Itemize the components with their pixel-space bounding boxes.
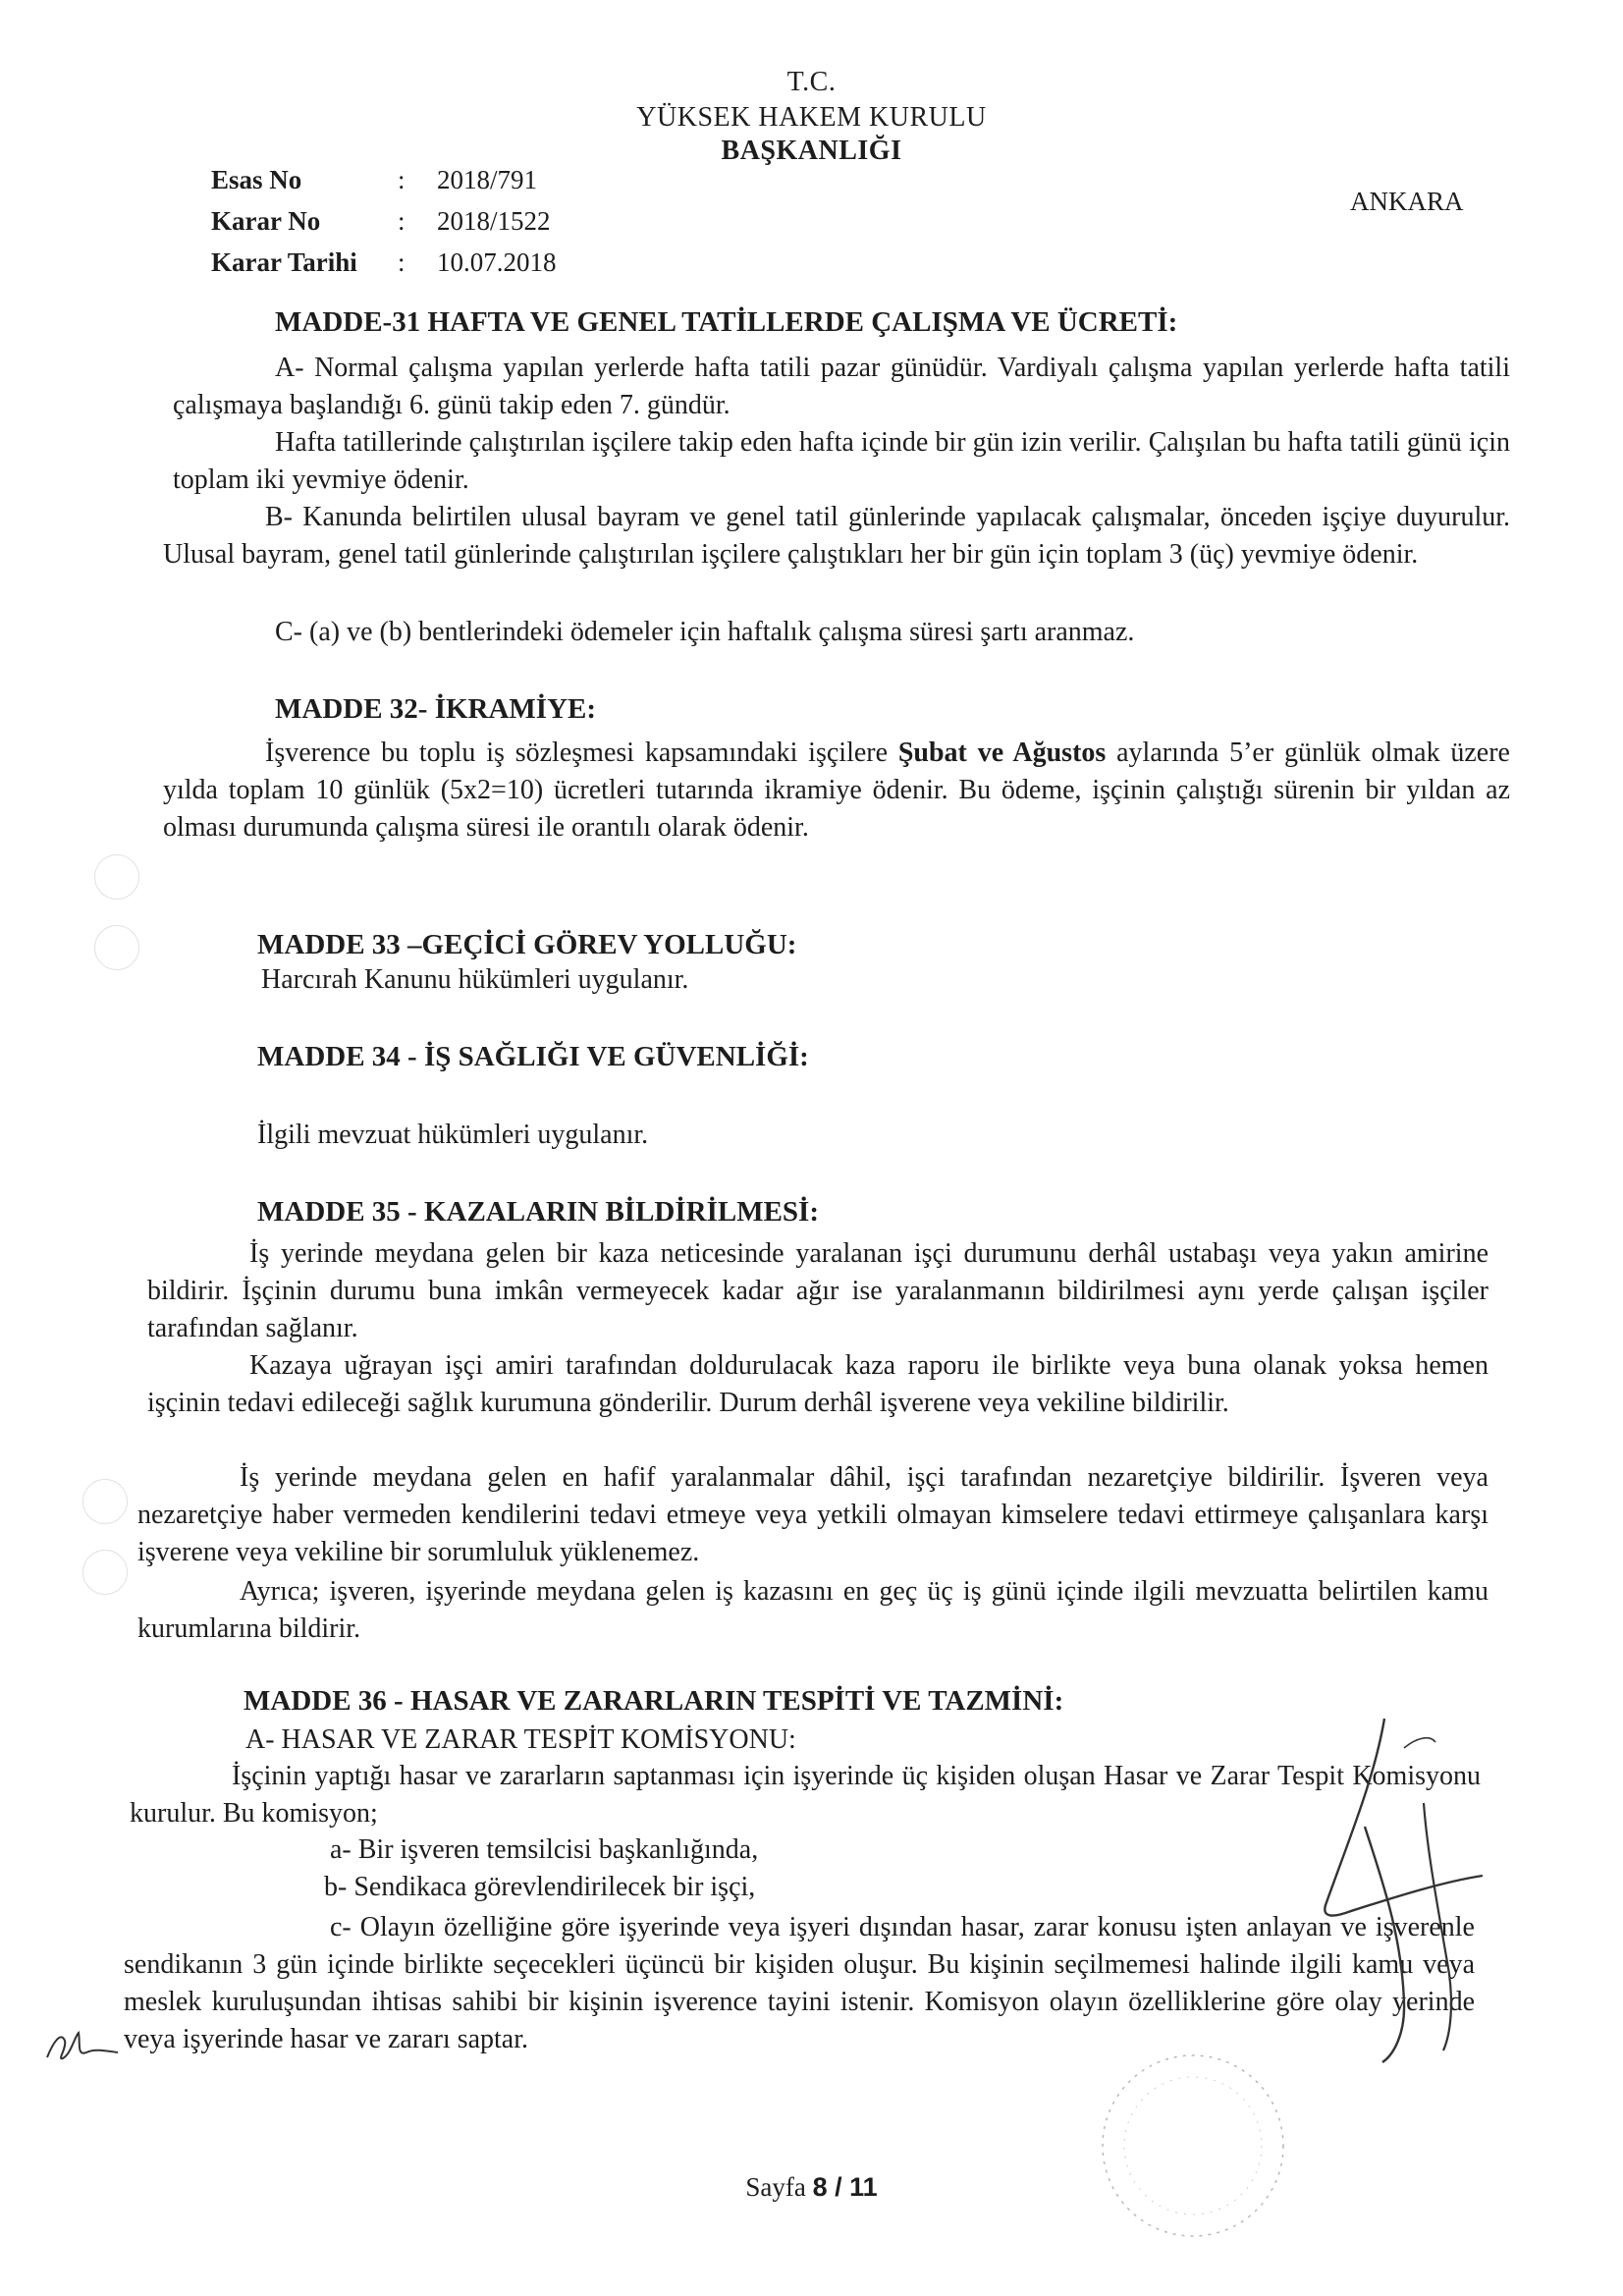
colon: : (398, 165, 406, 194)
article-31-title: MADDE-31 HAFTA VE GENEL TATİLLERDE ÇALIŞMA VE ÜCRETİ: (275, 306, 1178, 338)
punch-hole (82, 1550, 128, 1595)
article-35-para-2: Kazaya uğrayan işçi amiri tarafından doldurulacak kaza raporu ile birlikte veya buna olanak yoksa hemen işçinin tedavi edileceği sağlık kurumuna gönderilir. Durum derhâl işverene veya vekiline bildirilir. (147, 1350, 1488, 1418)
tarih-row (211, 242, 557, 283)
article-32-para (163, 735, 1510, 847)
colon: : (398, 206, 406, 236)
handwritten-initials (39, 2013, 137, 2072)
article-31-para-2: Hafta tatillerinde çalıştırılan işçilere takip eden hafta içinde bir gün izin verilir. Çalışılan bu hafta tatili günü için toplam iki yevmiye ödenir. (173, 427, 1510, 495)
karar-row (211, 200, 557, 242)
article-36-title: MADDE 36 - HASAR VE ZARARLARIN TESPİTİ VE TAZMİNİ: (243, 1685, 1064, 1717)
esas-value: 2018/791 (437, 165, 538, 194)
article-31-para-c: C- (a) ve (b) bentlerindeki ödemeler için haftalık çalışma süresi şartı aranmaz. (275, 617, 1135, 647)
article-32-text-a: İşverence bu toplu iş sözleşmesi kapsamındaki işçilere (265, 738, 898, 768)
article-33-text: Harcırah Kanunu hükümleri uygulanır. (261, 964, 689, 995)
header-tc: T.C. (786, 67, 837, 97)
tarih-value: 10.07.2018 (437, 247, 557, 277)
article-35-para-4: Ayrıca; işveren, işyerinde meydana gelen iş kazasını en geç üç iş günü içinde ilgili mevzuatta belirtilen kamu kurumlarına bildirir. (137, 1576, 1488, 1644)
article-32-title: MADDE 32- İKRAMİYE: (275, 693, 597, 725)
karar-value: 2018/1522 (437, 206, 551, 236)
article-32-months: Şubat ve Ağustos (897, 738, 1107, 768)
header-institution: YÜKSEK HAKEM KURULU (636, 102, 987, 133)
handwritten-signature (1257, 1709, 1512, 2082)
esas-row (211, 159, 557, 200)
article-36-para: İşçinin yaptığı hasar ve zararların saptanması için işyerinde üç kişiden oluşan Hasar ve Zarar Tespit Komisyonu kurulur. Bu komisyon; (130, 1761, 1481, 1829)
article-35-para-1: İş yerinde meydana gelen bir kaza neticesinde yaralanan işçi durumunu derhâl ustabaşı veya yakın amirine bildirir. İşçinin durumu buna imkân vermeyecek kadar ağır ise yaralanmanın bildirilmesi aynı yerde çalışan işçiler tarafından sağlanır. (147, 1238, 1488, 1343)
article-36-item-b: b- Sendikaca görevlendirilecek bir işçi, (324, 1872, 756, 1902)
punch-hole (94, 925, 139, 970)
article-36-subtitle: A- HASAR VE ZARAR TESPİT KOMİSYONU: (245, 1724, 796, 1755)
page-label: Sayfa (745, 2172, 806, 2202)
article-35-title: MADDE 35 - KAZALARIN BİLDİRİLMESİ: (257, 1196, 819, 1228)
faint-stamp (1090, 2043, 1296, 2249)
article-31-para-b: B- Kanunda belirtilen ulusal bayram ve genel tatil günlerinde yapılacak çalışmalar, önceden işçiye duyurulur. Ulusal bayram, genel tatil günlerinde çalıştırılan işçilere çalıştıkları her bir gün için toplam 3 (üç) yevmiye ödenir. (163, 502, 1510, 570)
tarih-label: Karar Tarihi (211, 247, 357, 277)
decision-meta (211, 159, 557, 283)
article-34-title: MADDE 34 - İŞ SAĞLIĞI VE GÜVENLİĞİ: (257, 1041, 809, 1072)
colon: : (398, 247, 406, 277)
article-36-item-a: a- Bir işveren temsilcisi başkanlığında, (330, 1834, 759, 1865)
header-presidency: BAŞKANLIĞI (721, 136, 902, 166)
page-number: 8 / 11 (812, 2172, 878, 2202)
article-35-para-3: İş yerinde meydana gelen en hafif yaralanmalar dâhil, işçi tarafından nezaretçiye bildirilir. İşveren veya nezaretçiye haber vermeden kendilerini tedavi etmeye veya yetkili olmayan kimselere tedavi ettirmeye çalışanlara karşı işverene veya vekiline bir sorumluluk yüklenemez. (137, 1462, 1488, 1567)
article-31-para-a: A- Normal çalışma yapılan yerlerde hafta tatili pazar günüdür. Vardiyalı çalışma yapılan yerlerde hafta tatili çalışmaya başlandığı 6. günü takip eden 7. gündür. (173, 353, 1510, 420)
article-32-text-b: aylarında 5’er günlük olmak üzere yılda toplam 10 günlük (5x2=10) ücretleri tutarında ikramiye ödenir. Bu ödeme, işçinin çalıştığı sürenin bir yıldan az olması durumunda çalışma süresi ile orantılı olarak ödenir. (163, 738, 1510, 843)
article-34-text: İlgili mevzuat hükümleri uygulanır. (257, 1120, 649, 1150)
article-33-title: MADDE 33 –GEÇİCİ GÖREV YOLLUĞU: (257, 929, 797, 960)
city: ANKARA (1350, 187, 1464, 216)
esas-label: Esas No (211, 165, 302, 194)
punch-hole (94, 854, 139, 900)
article-36-item-c: c- Olayın özelliğine göre işyerinde veya işyeri dışından hasar, zarar konusu işten anlayan ve işverenle sendikanın 3 gün içinde birlikte seçecekleri üçüncü bir kişiden oluşur. Bu kişinin seçilmemesi halinde ilgili kamu veya meslek kuruluşundan ihtisas sahibi bir kişinin işverence tayini istenir. Komisyon olayın özelliklerine göre olay yerinde veya işyerinde hasar ve zararı saptar. (124, 1912, 1475, 2054)
punch-hole (82, 1479, 128, 1524)
page-footer (0, 2172, 1623, 2203)
karar-label: Karar No (211, 206, 321, 236)
